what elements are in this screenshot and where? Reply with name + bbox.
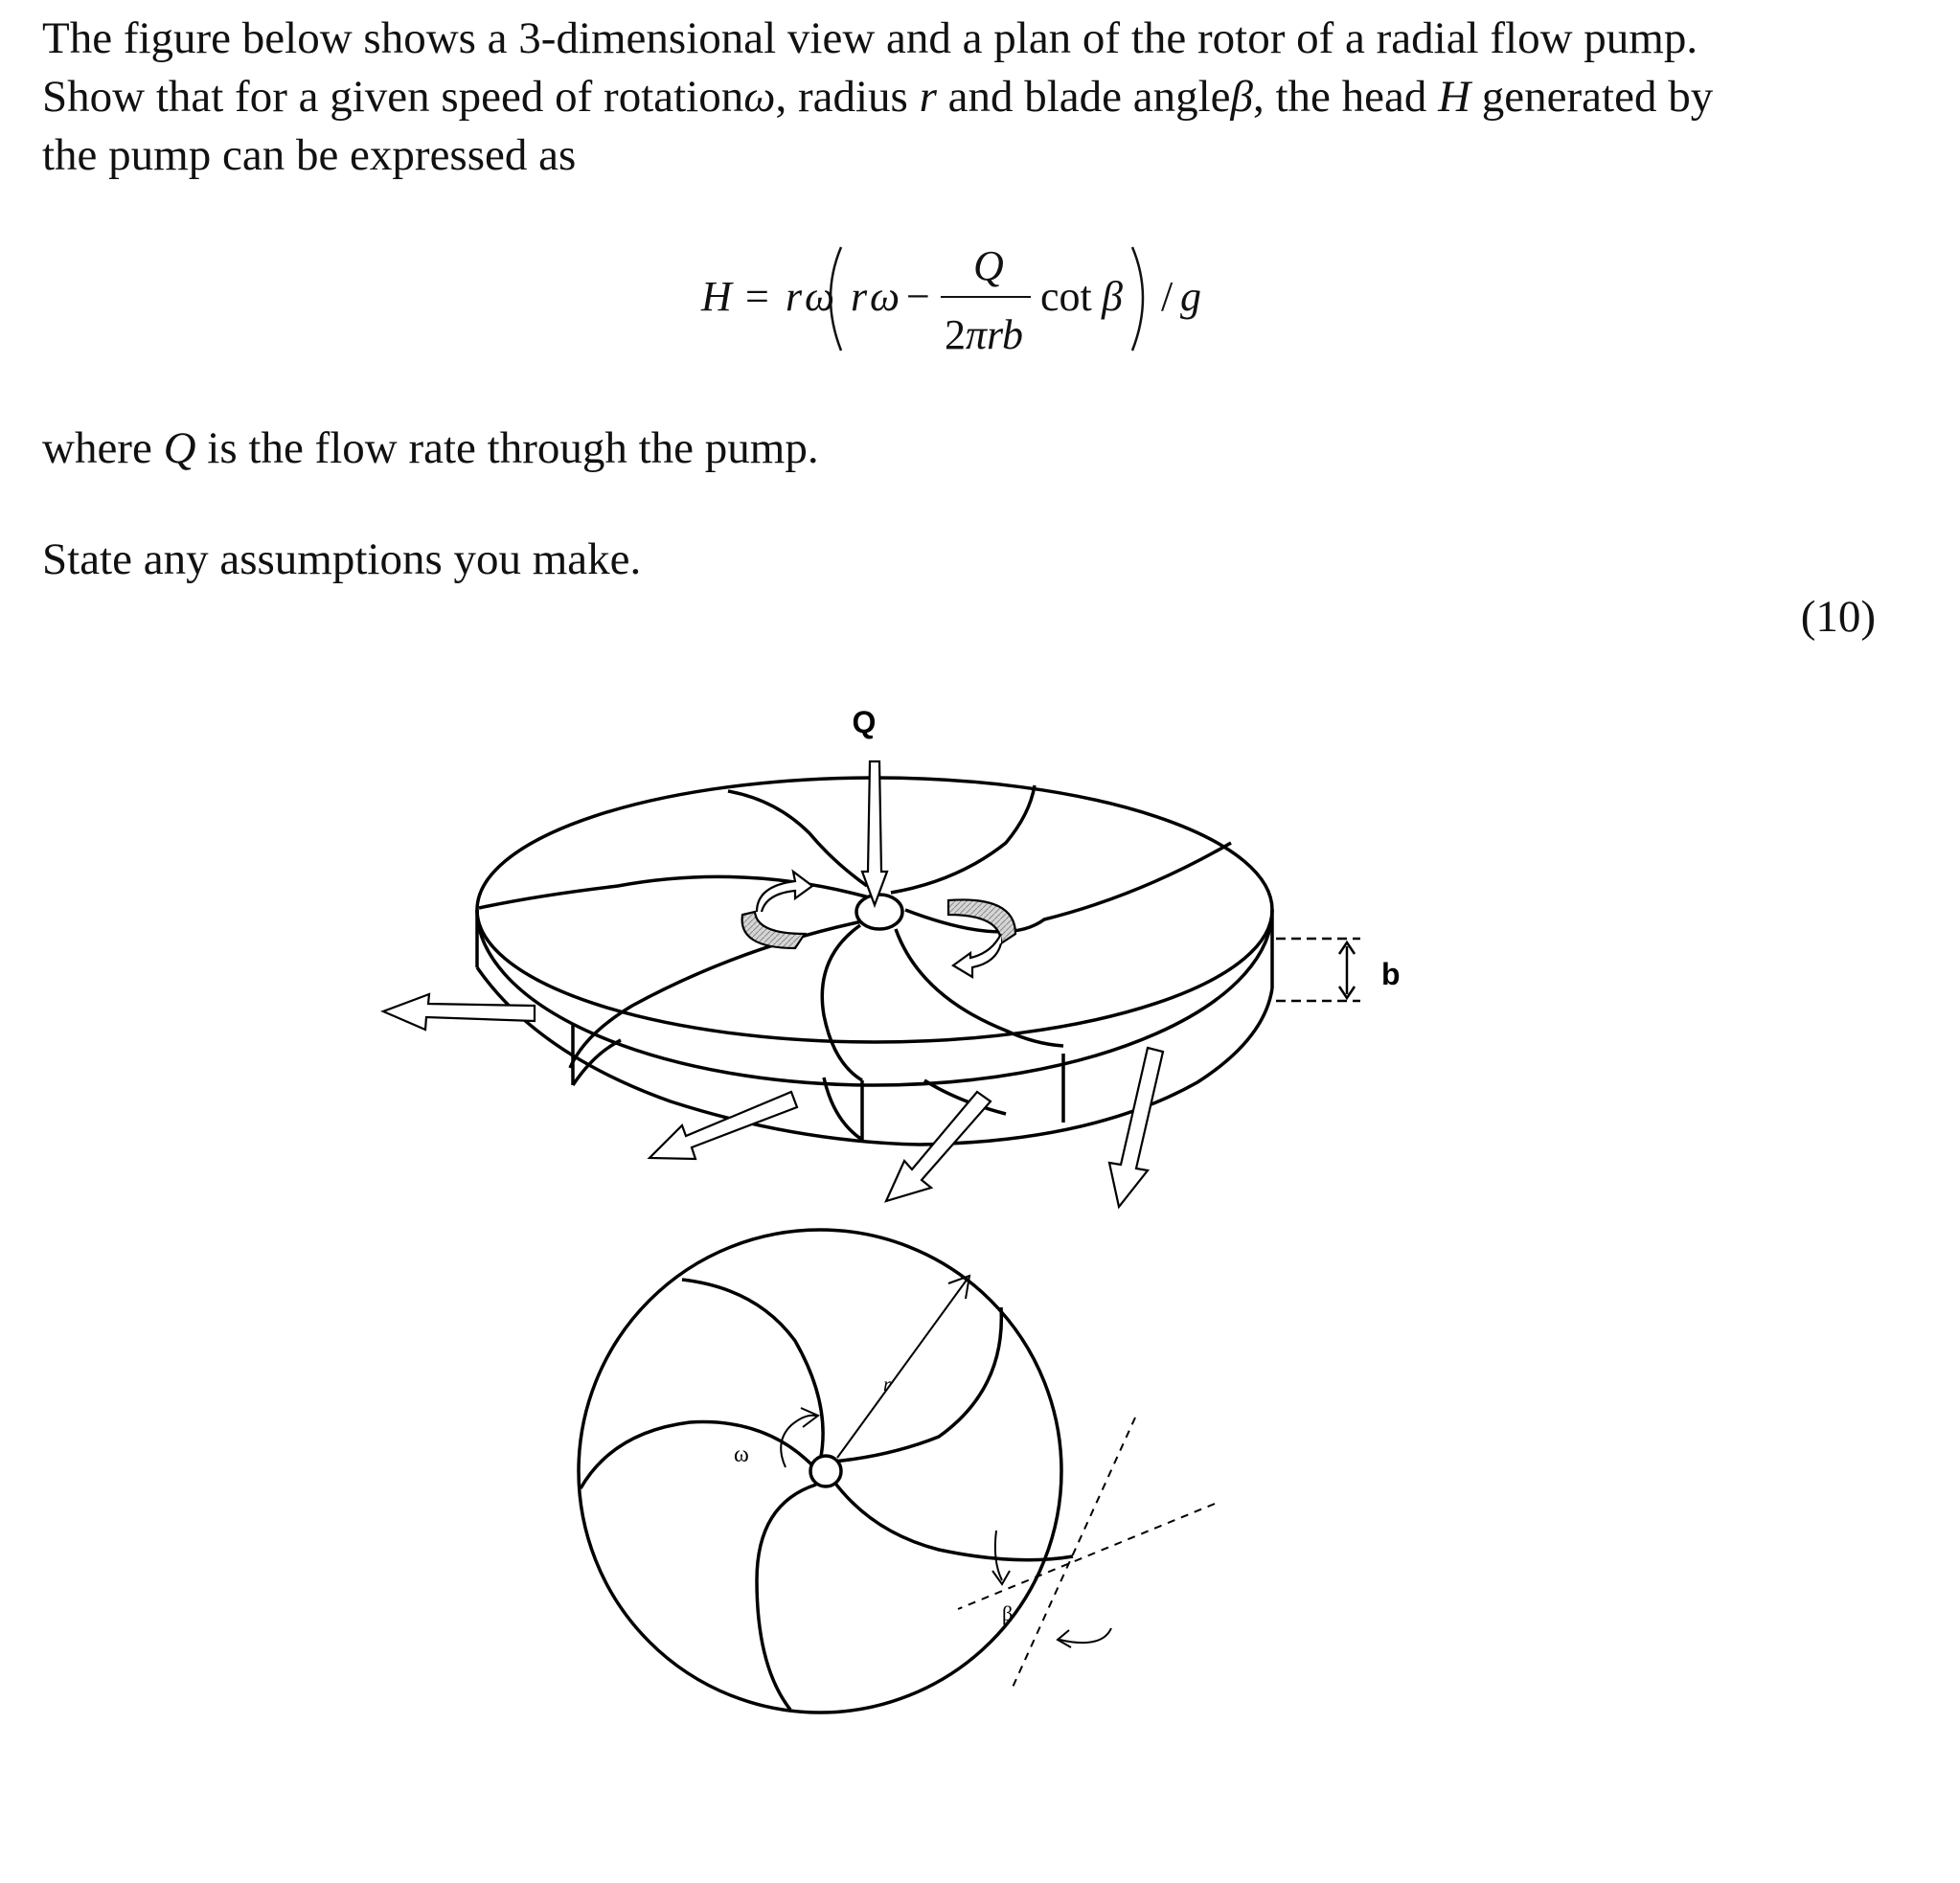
eq-r1: r [786,273,803,320]
eq-minus: − [906,273,930,320]
b-dimension [1276,939,1360,1001]
plan-blade-1 [682,1280,823,1465]
label-omega: ω [734,1442,749,1467]
question-line-2 [42,68,1713,126]
eq-den-2: 2 [945,311,966,358]
eq-right-paren [1132,247,1143,351]
line2-part-a: Show that for a given speed of rotation [42,72,744,122]
head-equation [690,230,1226,364]
rotor-plan-view [579,1230,1073,1713]
line2-part-c: and blade angle [936,72,1231,122]
label-b: b [1381,957,1401,991]
plan-blade-4 [833,1481,1073,1560]
blade-3d-1 [479,876,879,908]
eq-omega1: ω [805,273,835,320]
eq-r2: r [851,273,868,320]
marks-label: (10) [1800,592,1876,642]
side-slot-3 [924,1054,1063,1123]
label-beta: β [1002,1601,1014,1625]
question-line-3: the pump can be expressed as [42,130,577,180]
eq-den-b: b [1002,311,1023,358]
pump-rotor-figure [0,670,1960,1883]
plan-blade-2 [581,1422,814,1488]
inflow-arrow [862,761,887,905]
outflow-arrow-4 [1109,1048,1163,1207]
label-r: r [883,1374,891,1395]
question-line-1: The figure below shows a 3-dimensional view and a plan of the rotor of a radial flow pump. [42,13,1698,63]
symbol-H: H [1438,72,1471,122]
plan-hub [810,1456,841,1486]
rotation-arrow-left [742,872,812,948]
where-statement [42,420,819,478]
eq-equals: = [745,273,769,320]
eq-den-pi: π [966,311,988,358]
where-part-b: is the flow rate through the pump. [195,423,819,473]
blade-3d-6 [891,785,1035,893]
eq-den-r: r [987,311,1004,358]
assumptions-statement: State any assumptions you make. [42,534,642,584]
eq-numerator-Q: Q [973,242,1004,289]
symbol-r: r [919,72,937,122]
eq-omega2: ω [870,273,900,320]
outflow-arrow-1 [383,994,535,1030]
line2-part-d: , the head [1252,72,1439,122]
hub-3d [856,895,902,929]
blade-3d-4 [896,929,1063,1046]
blade-3d-3 [822,925,862,1080]
eq-H: H [701,273,732,320]
plan-blade-3 [757,1485,816,1710]
eq-cot: cot [1040,273,1092,320]
symbol-omega: ω [743,72,776,122]
blade-3d-7 [728,791,867,886]
symbol-beta: β [1230,72,1253,122]
line2-part-b: , radius [775,72,920,122]
eq-beta: β [1102,273,1123,320]
omega-arrow [781,1408,818,1467]
eq-g: g [1180,273,1201,320]
question-intro [42,10,1713,185]
eq-slash: / [1161,273,1174,320]
rotation-arrow-right [948,899,1015,977]
line2-part-e: generated by [1470,72,1714,122]
side-slot-2 [824,1078,862,1140]
label-Q: Q [852,705,877,739]
where-symbol-Q: Q [163,423,196,473]
blade-3d-5 [905,843,1231,932]
outflow-arrow-3 [886,1092,991,1201]
outflow-arrows [383,994,1163,1207]
where-part-a: where [42,423,164,473]
beta-construction [958,1418,1215,1691]
plan-blade-5 [833,1307,1001,1462]
